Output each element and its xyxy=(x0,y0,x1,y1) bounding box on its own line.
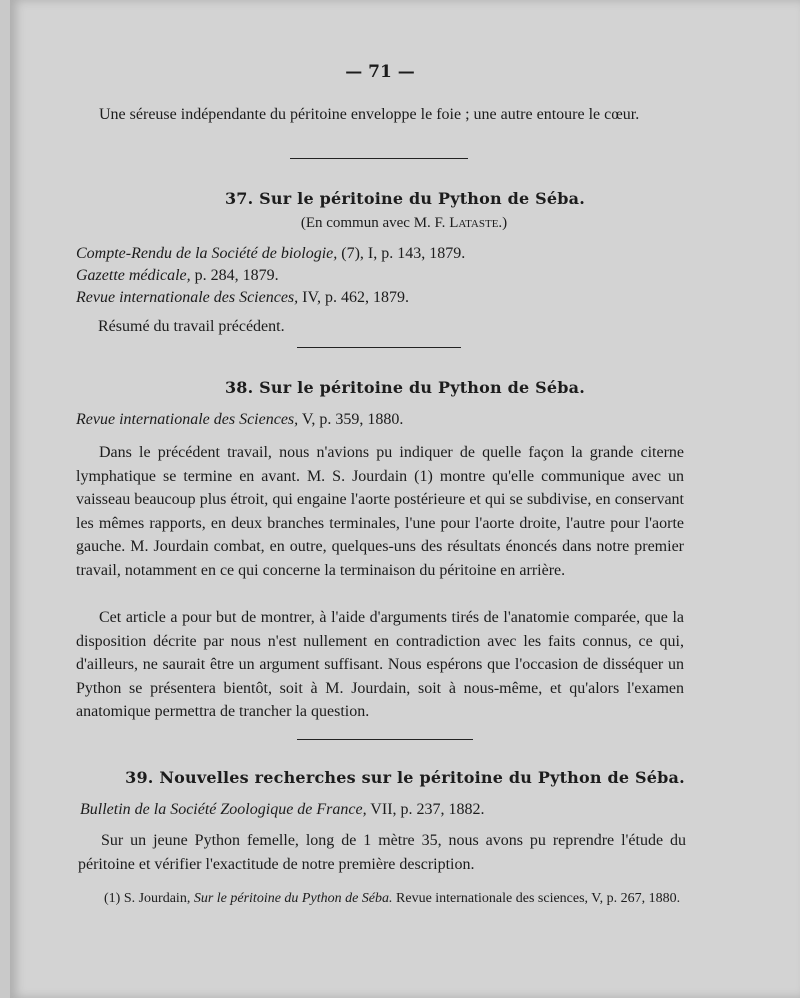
section-39-heading: 39. Nouvelles recherches sur le péritoine du Python de Séba. xyxy=(125,768,685,787)
footnote: (1) S. Jourdain, Sur le péritoine du Python de Séba. Revue internationale des sciences, V, p. 267, 1880. xyxy=(104,891,681,906)
section-divider xyxy=(290,158,468,159)
section-38-paragraph-2: Cet article a pour but de montrer, à l'aide d'arguments tirés de l'anatomie comparée, que la disposition décrite par nous n'est nullement en contradiction avec les faits connus, ce qui, d'ailleurs, ne saurait être un argument suffisant. Nous espérons que l'occasion de disséquer un Python se présentera bientôt, soit à M. Jourdain, soit à nous-même, et qu'alors l'examen anatomique permettra de trancher la question. xyxy=(76,609,684,721)
page xyxy=(10,0,800,998)
section-37-heading: 37. Sur le péritoine du Python de Séba. xyxy=(224,189,586,208)
intro-paragraph: Une séreuse indépendante du péritoine enveloppe le foie ; une autre entoure le cœur. xyxy=(99,106,640,123)
section-38-ref-1: Revue internationale des Sciences, V, p. 359, 1880. xyxy=(76,411,404,428)
section-divider xyxy=(297,739,473,740)
page-number: — 71 — xyxy=(345,62,415,82)
section-37-coauthor: (En commun avec M. F. Lataste.) xyxy=(300,215,508,231)
section-37-ref-3: Revue internationale des Sciences, IV, p. 462, 1879. xyxy=(76,289,409,306)
section-39-ref-1: Bulletin de la Société Zoologique de France, VII, p. 237, 1882. xyxy=(80,801,485,818)
section-38-paragraph-1: Dans le précédent travail, nous n'avions pu indiquer de quelle façon la grande citerne lymphatique se termine en avant. M. S. Jourdain (1) montre qu'elle communique avec un vaisseau beaucoup plus étroit, qui engaine l'aorte postérieure et qui se subdivise, en conservant les mêmes rapports, en deux branches terminales, l'une pour l'aorte droite, l'autre pour l'aorte gauche. M. Jourdain combat, en outre, quelques-uns des résultats énoncés dans notre premier travail, notamment en ce qui concerne la terminaison du péritoine en arrière. xyxy=(76,444,684,579)
section-divider xyxy=(297,347,461,348)
section-37-ref-1: Compte-Rendu de la Société de biologie, (7), I, p. 143, 1879. xyxy=(76,245,466,262)
section-37-paragraph: Résumé du travail précédent. xyxy=(98,318,285,335)
section-38-heading: 38. Sur le péritoine du Python de Séba. xyxy=(224,378,586,397)
section-37-ref-2: Gazette médicale, p. 284, 1879. xyxy=(76,267,279,284)
section-39-paragraph: Sur un jeune Python femelle, long de 1 mètre 35, nous avons pu reprendre l'étude du péritoine et vérifier l'exactitude de notre première description. xyxy=(78,832,686,873)
